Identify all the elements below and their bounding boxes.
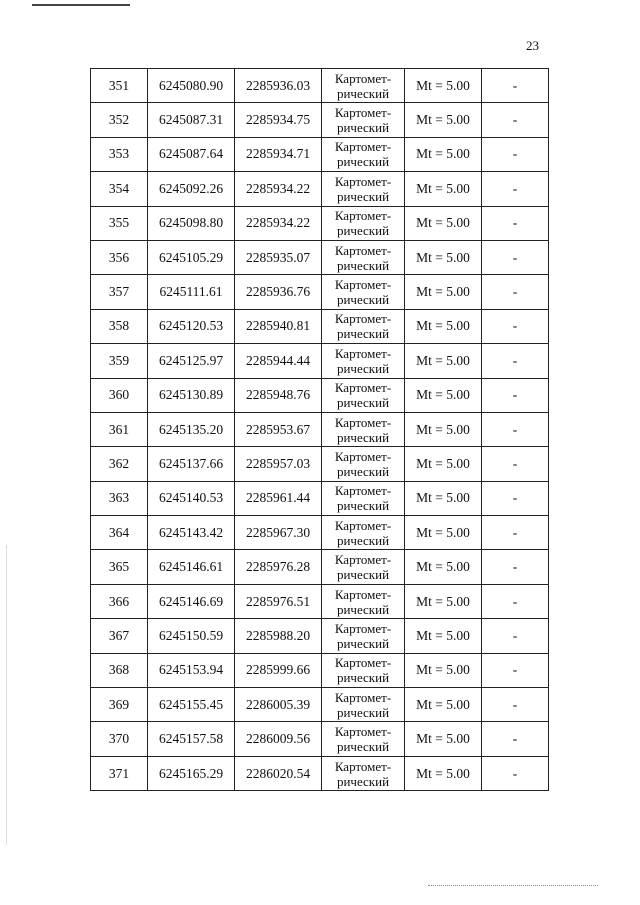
table-row <box>91 447 549 481</box>
point-number-cell: 370 <box>91 722 148 756</box>
accuracy-cell: Mt = 5.00 <box>405 447 482 481</box>
method-cell <box>322 550 405 584</box>
method-cell <box>322 653 405 687</box>
method-cell <box>322 137 405 171</box>
accuracy-cell: Mt = 5.00 <box>405 481 482 515</box>
method-line-2: рический <box>336 498 390 514</box>
x-coordinate-cell: 6245130.89 <box>148 378 235 412</box>
accuracy-cell: Mt = 5.00 <box>405 516 482 550</box>
scan-edge-mark <box>6 545 7 845</box>
note-cell: - <box>482 447 549 481</box>
x-coordinate-cell: 6245137.66 <box>148 447 235 481</box>
point-number-cell: 366 <box>91 584 148 618</box>
point-number-cell: 364 <box>91 516 148 550</box>
x-coordinate-cell: 6245120.53 <box>148 309 235 343</box>
point-number-cell: 359 <box>91 344 148 378</box>
table-row <box>91 722 549 756</box>
method-line-1: Картомет- <box>334 517 392 533</box>
x-coordinate-cell: 6245098.80 <box>148 206 235 240</box>
method-line-1: Картомет- <box>334 139 392 155</box>
note-cell: - <box>482 619 549 653</box>
method-line-2: рический <box>336 532 390 548</box>
accuracy-cell: Mt = 5.00 <box>405 653 482 687</box>
accuracy-cell: Mt = 5.00 <box>405 69 482 103</box>
method-line-1: Картомет- <box>334 655 392 671</box>
accuracy-cell: Mt = 5.00 <box>405 240 482 274</box>
method-line-1: Картомет- <box>334 586 392 602</box>
method-line-1: Картомет- <box>334 552 392 568</box>
method-line-1: Картомет- <box>334 208 392 224</box>
y-coordinate-cell: 2285999.66 <box>235 653 322 687</box>
method-line-1: Картомет- <box>334 70 392 86</box>
x-coordinate-cell: 6245153.94 <box>148 653 235 687</box>
y-coordinate-cell: 2286005.39 <box>235 688 322 722</box>
coordinates-table-body <box>91 69 549 791</box>
note-cell: - <box>482 172 549 206</box>
method-line-2: рический <box>336 429 390 445</box>
method-cell <box>322 584 405 618</box>
method-cell <box>322 344 405 378</box>
method-cell <box>322 103 405 137</box>
method-line-2: рический <box>336 188 390 204</box>
x-coordinate-cell: 6245111.61 <box>148 275 235 309</box>
y-coordinate-cell: 2285944.44 <box>235 344 322 378</box>
table-row <box>91 653 549 687</box>
note-cell: - <box>482 550 549 584</box>
note-cell: - <box>482 412 549 446</box>
y-coordinate-cell: 2285936.03 <box>235 69 322 103</box>
y-coordinate-cell: 2285953.67 <box>235 412 322 446</box>
accuracy-cell: Mt = 5.00 <box>405 309 482 343</box>
x-coordinate-cell: 6245157.58 <box>148 722 235 756</box>
y-coordinate-cell: 2285961.44 <box>235 481 322 515</box>
method-line-2: рический <box>336 120 390 136</box>
method-line-2: рический <box>336 395 390 411</box>
method-cell <box>322 412 405 446</box>
accuracy-cell: Mt = 5.00 <box>405 412 482 446</box>
method-cell <box>322 309 405 343</box>
method-line-1: Картомет- <box>334 345 392 361</box>
accuracy-cell: Mt = 5.00 <box>405 550 482 584</box>
accuracy-cell: Mt = 5.00 <box>405 206 482 240</box>
note-cell: - <box>482 137 549 171</box>
method-cell <box>322 69 405 103</box>
point-number-cell: 353 <box>91 137 148 171</box>
table-row <box>91 275 549 309</box>
table-row <box>91 69 549 103</box>
x-coordinate-cell: 6245155.45 <box>148 688 235 722</box>
table-row <box>91 206 549 240</box>
point-number-cell: 365 <box>91 550 148 584</box>
point-number-cell: 357 <box>91 275 148 309</box>
method-cell <box>322 619 405 653</box>
method-line-2: рический <box>336 154 390 170</box>
point-number-cell: 354 <box>91 172 148 206</box>
y-coordinate-cell: 2285934.75 <box>235 103 322 137</box>
page-number: 23 <box>526 38 539 53</box>
method-line-1: Картомет- <box>334 620 392 636</box>
point-number-cell: 352 <box>91 103 148 137</box>
point-number-cell: 351 <box>91 69 148 103</box>
x-coordinate-cell: 6245150.59 <box>148 619 235 653</box>
method-line-1: Картомет- <box>334 689 392 705</box>
x-coordinate-cell: 6245140.53 <box>148 481 235 515</box>
top-rule <box>32 4 130 6</box>
y-coordinate-cell: 2285940.81 <box>235 309 322 343</box>
method-line-1: Картомет- <box>334 105 392 121</box>
note-cell: - <box>482 584 549 618</box>
method-line-2: рический <box>336 223 390 239</box>
note-cell: - <box>482 688 549 722</box>
method-line-2: рический <box>336 739 390 755</box>
point-number-cell: 363 <box>91 481 148 515</box>
method-line-2: рический <box>336 704 390 720</box>
method-line-1: Картомет- <box>334 758 392 774</box>
x-coordinate-cell: 6245087.31 <box>148 103 235 137</box>
method-cell <box>322 275 405 309</box>
table-row <box>91 240 549 274</box>
method-line-1: Картомет- <box>334 414 392 430</box>
method-line-2: рический <box>336 463 390 479</box>
accuracy-cell: Mt = 5.00 <box>405 344 482 378</box>
method-line-1: Картомет- <box>334 380 392 396</box>
table-row <box>91 103 549 137</box>
x-coordinate-cell: 6245125.97 <box>148 344 235 378</box>
note-cell: - <box>482 206 549 240</box>
note-cell: - <box>482 516 549 550</box>
x-coordinate-cell: 6245143.42 <box>148 516 235 550</box>
note-cell: - <box>482 69 549 103</box>
method-cell <box>322 688 405 722</box>
y-coordinate-cell: 2285934.22 <box>235 172 322 206</box>
note-cell: - <box>482 378 549 412</box>
method-cell <box>322 240 405 274</box>
method-line-2: рический <box>336 670 390 686</box>
accuracy-cell: Mt = 5.00 <box>405 378 482 412</box>
table-row <box>91 756 549 790</box>
method-line-2: рический <box>336 773 390 789</box>
accuracy-cell: Mt = 5.00 <box>405 619 482 653</box>
point-number-cell: 371 <box>91 756 148 790</box>
point-number-cell: 356 <box>91 240 148 274</box>
point-number-cell: 361 <box>91 412 148 446</box>
y-coordinate-cell: 2285935.07 <box>235 240 322 274</box>
table-row <box>91 619 549 653</box>
method-line-2: рический <box>336 292 390 308</box>
method-line-1: Картомет- <box>334 277 392 293</box>
note-cell: - <box>482 275 549 309</box>
x-coordinate-cell: 6245080.90 <box>148 69 235 103</box>
table-row <box>91 481 549 515</box>
method-cell <box>322 206 405 240</box>
table-row <box>91 550 549 584</box>
x-coordinate-cell: 6245165.29 <box>148 756 235 790</box>
x-coordinate-cell: 6245105.29 <box>148 240 235 274</box>
method-line-2: рический <box>336 601 390 617</box>
point-number-cell: 362 <box>91 447 148 481</box>
accuracy-cell: Mt = 5.00 <box>405 756 482 790</box>
method-cell <box>322 172 405 206</box>
y-coordinate-cell: 2285976.28 <box>235 550 322 584</box>
point-number-cell: 358 <box>91 309 148 343</box>
table-row <box>91 378 549 412</box>
scan-noise-line <box>428 885 598 887</box>
table-row <box>91 309 549 343</box>
note-cell: - <box>482 481 549 515</box>
x-coordinate-cell: 6245135.20 <box>148 412 235 446</box>
method-line-2: рический <box>336 326 390 342</box>
method-line-1: Картомет- <box>334 311 392 327</box>
accuracy-cell: Mt = 5.00 <box>405 688 482 722</box>
table-row <box>91 344 549 378</box>
point-number-cell: 367 <box>91 619 148 653</box>
method-line-1: Картомет- <box>334 242 392 258</box>
note-cell: - <box>482 309 549 343</box>
y-coordinate-cell: 2285967.30 <box>235 516 322 550</box>
method-cell <box>322 481 405 515</box>
method-line-1: Картомет- <box>334 483 392 499</box>
accuracy-cell: Mt = 5.00 <box>405 722 482 756</box>
y-coordinate-cell: 2286020.54 <box>235 756 322 790</box>
note-cell: - <box>482 103 549 137</box>
method-line-2: рический <box>336 360 390 376</box>
table-row <box>91 584 549 618</box>
y-coordinate-cell: 2285934.71 <box>235 137 322 171</box>
point-number-cell: 355 <box>91 206 148 240</box>
note-cell: - <box>482 653 549 687</box>
method-line-2: рический <box>336 257 390 273</box>
accuracy-cell: Mt = 5.00 <box>405 172 482 206</box>
method-line-1: Картомет- <box>334 724 392 740</box>
method-cell <box>322 756 405 790</box>
table-row <box>91 688 549 722</box>
note-cell: - <box>482 722 549 756</box>
method-cell <box>322 722 405 756</box>
point-number-cell: 368 <box>91 653 148 687</box>
y-coordinate-cell: 2285948.76 <box>235 378 322 412</box>
method-cell <box>322 447 405 481</box>
accuracy-cell: Mt = 5.00 <box>405 103 482 137</box>
point-number-cell: 369 <box>91 688 148 722</box>
method-line-2: рический <box>336 635 390 651</box>
method-line-1: Картомет- <box>334 173 392 189</box>
y-coordinate-cell: 2285936.76 <box>235 275 322 309</box>
y-coordinate-cell: 2285976.51 <box>235 584 322 618</box>
table-row <box>91 412 549 446</box>
y-coordinate-cell: 2285934.22 <box>235 206 322 240</box>
note-cell: - <box>482 756 549 790</box>
table-row <box>91 516 549 550</box>
note-cell: - <box>482 344 549 378</box>
x-coordinate-cell: 6245087.64 <box>148 137 235 171</box>
method-cell <box>322 378 405 412</box>
note-cell: - <box>482 240 549 274</box>
x-coordinate-cell: 6245146.61 <box>148 550 235 584</box>
point-number-cell: 360 <box>91 378 148 412</box>
y-coordinate-cell: 2285988.20 <box>235 619 322 653</box>
x-coordinate-cell: 6245146.69 <box>148 584 235 618</box>
method-line-2: рический <box>336 85 390 101</box>
accuracy-cell: Mt = 5.00 <box>405 584 482 618</box>
coordinates-table <box>90 68 549 791</box>
method-line-1: Картомет- <box>334 448 392 464</box>
y-coordinate-cell: 2285957.03 <box>235 447 322 481</box>
y-coordinate-cell: 2286009.56 <box>235 722 322 756</box>
method-cell <box>322 516 405 550</box>
accuracy-cell: Mt = 5.00 <box>405 275 482 309</box>
x-coordinate-cell: 6245092.26 <box>148 172 235 206</box>
accuracy-cell: Mt = 5.00 <box>405 137 482 171</box>
table-row <box>91 137 549 171</box>
table-row <box>91 172 549 206</box>
method-line-2: рический <box>336 567 390 583</box>
